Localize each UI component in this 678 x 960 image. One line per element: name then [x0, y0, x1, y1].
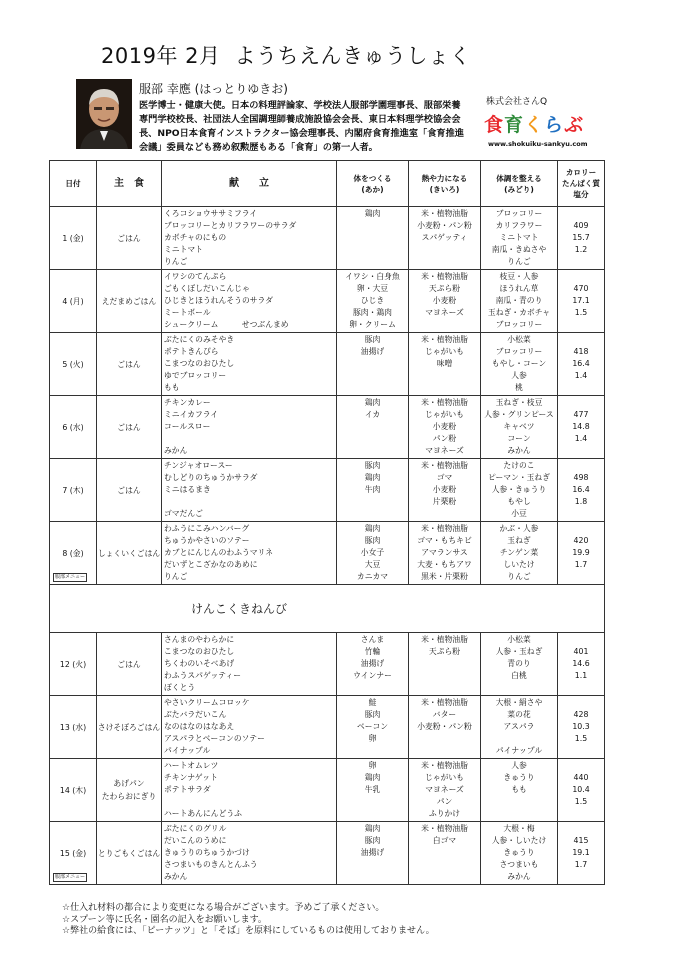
header-calorie: カロリー たんぱく質 塩分: [558, 161, 605, 207]
table-row: [50, 696, 605, 759]
green-group-cell: たけのこ ピーマン・玉ねぎ 人参・きゅうり もやし 小豆: [481, 459, 558, 522]
green-group-cell: 枝豆・人参 ほうれん草 南瓜・青のり 玉ねぎ・カボチャ ブロッコリー: [481, 270, 558, 333]
page-title: [101, 40, 471, 70]
date-cell: 7 (木): [50, 459, 97, 522]
menu-cell: ぶたにくのグリル だいこんのうめに きゅうりのちゅうかづけ さつまいものきんとんふう みかん: [162, 822, 337, 885]
staple-cell: ごはん: [97, 333, 162, 396]
date-cell: 14 (木): [50, 759, 97, 822]
company-name: 株式会社さんQ: [486, 97, 548, 107]
yellow-group-cell: 米・植物油脂 ゴマ 小麦粉 片栗粉: [409, 459, 481, 522]
hattori-menu-badge: 服部メニュー: [55, 874, 86, 880]
menu-cell: ぶたにくのみそやき ポテトきんぴら こまつなのおひたし ゆでブロッコリー もも: [162, 333, 337, 396]
chef-bio: 医学博士・健康大使。日本の料理評論家、学校法人服部学園理事長、服部栄養専門学校校長、社団法人全国調理師養成施設協会会長、東日本料理学校協会会長、NPO日本食育インストラクター協会理事長、内閣府食育推進室「食育推進会議」委員なども務め叙勲歴もある「食育」の第一人者。: [139, 100, 464, 153]
hattori-menu-badge: 服部メニュー: [55, 574, 86, 580]
menu-cell: チンジャオロースー むしどりのちゅうかサラダ ミニはるまき ゴマだんご: [162, 459, 337, 522]
nutrition-cell: 477 14.8 1.4: [558, 396, 605, 459]
green-group-cell: ブロッコリー カリフラワー ミニトマト 南瓜・きぬさや りんご: [481, 207, 558, 270]
date-cell: 6 (水): [50, 396, 97, 459]
nutrition-cell: 401 14.6 1.1: [558, 633, 605, 696]
red-group-cell: 卵 鶏肉 牛乳: [337, 759, 409, 822]
red-group-cell: 豚肉 油揚げ: [337, 333, 409, 396]
yellow-group-cell: 米・植物油脂 天ぷら粉: [409, 633, 481, 696]
nutrition-cell: 428 10.3 1.5: [558, 696, 605, 759]
red-group-cell: 鮭 豚肉 ベーコン 卵: [337, 696, 409, 759]
menu-cell: わふうにこみハンバーグ ちゅうかやさいのソテー カブとにんじんのわふうマリネ だいずとこざかなのあめに りんご: [162, 522, 337, 585]
yellow-group-cell: 米・植物油脂 バター 小麦粉・パン粉: [409, 696, 481, 759]
menu-table: [49, 160, 605, 885]
date-cell: 1 (金): [50, 207, 97, 270]
chef-photo: [76, 79, 132, 149]
holiday-row: [50, 585, 605, 633]
header-yellow: 熱や力になる (きいろ): [409, 161, 481, 207]
green-group-cell: 人参 きゅうり もも: [481, 759, 558, 822]
company-url: www.shokuiku-sankyu.com: [488, 140, 588, 148]
green-group-cell: 小松菜 人参・玉ねぎ 青のり 白桃: [481, 633, 558, 696]
menu-cell: チキンカレー ミニイカフライ コールスロー みかん: [162, 396, 337, 459]
red-group-cell: 鶏肉 豚肉 油揚げ: [337, 822, 409, 885]
red-group-cell: さんま 竹輪 油揚げ ウインナー: [337, 633, 409, 696]
table-row: [50, 459, 605, 522]
table-row: [50, 333, 605, 396]
header-menu: 献 立: [162, 161, 337, 207]
staple-cell: ごはん: [97, 459, 162, 522]
red-group-cell: 鶏肉: [337, 207, 409, 270]
staple-cell: ごはん: [97, 207, 162, 270]
company-logo: 食育くらぶ: [484, 114, 585, 136]
header-date: 日付: [50, 161, 97, 207]
red-group-cell: 鶏肉 イカ: [337, 396, 409, 459]
staple-cell: えだまめごはん: [97, 270, 162, 333]
green-group-cell: 玉ねぎ・枝豆 人参・グリンピース キャベツ コーン みかん: [481, 396, 558, 459]
staple-cell: しょくいくごはん: [97, 522, 162, 585]
table-row: [50, 759, 605, 822]
header-staple: 主 食: [97, 161, 162, 207]
date-cell: 12 (火): [50, 633, 97, 696]
table-row: [50, 207, 605, 270]
staple-cell: とりごもくごはん: [97, 822, 162, 885]
green-group-cell: 大根・絹さや 菜の花 アスパラ パイナップル: [481, 696, 558, 759]
nutrition-cell: 440 10.4 1.5: [558, 759, 605, 822]
green-group-cell: かぶ・人参 玉ねぎ チンゲン菜 しいたけ りんご: [481, 522, 558, 585]
table-header-row: [50, 161, 605, 207]
title-year-month: 2019年 2月: [101, 44, 221, 68]
footer-note: ☆弊社の給食には、「ピーナッツ」と「そば」を原料にしているものは使用しておりません。: [62, 926, 435, 936]
footer-note: ☆スプーン等に氏名・園名の記入をお願いします。: [62, 914, 267, 925]
yellow-group-cell: 米・植物油脂 天ぷら粉 小麦粉 マヨネーズ: [409, 270, 481, 333]
nutrition-cell: 415 19.1 1.7: [558, 822, 605, 885]
menu-cell: ハートオムレツ チキンナゲット ポテトサラダ ハートあんにんどうふ: [162, 759, 337, 822]
header-green: 体調を整える (みどり): [481, 161, 558, 207]
staple-cell: さけそぼろごはん: [97, 696, 162, 759]
table-row: [50, 522, 605, 585]
red-group-cell: 鶏肉 豚肉 小女子 大豆 カニカマ: [337, 522, 409, 585]
staple-cell: ごはん: [97, 633, 162, 696]
nutrition-cell: 498 16.4 1.8: [558, 459, 605, 522]
nutrition-cell: 418 16.4 1.4: [558, 333, 605, 396]
header-red: 体をつくる (あか): [337, 161, 409, 207]
table-row: [50, 270, 605, 333]
footer-note: ☆仕入れ材料の都合により変更になる場合がございます。予めご了承ください。: [62, 903, 385, 913]
menu-cell: やさいクリームコロッケ ぶたバラだいこん なのはなのはなあえ アスパラとベーコンのソテー パイナップル: [162, 696, 337, 759]
yellow-group-cell: 米・植物油脂 ゴマ・もちキビ アマランサス 大麦・もちアワ 黒米・片栗粉: [409, 522, 481, 585]
menu-cell: イワシのてんぷら ごもくぼしだいこんじゃ ひじきとほうれんそうのサラダ ミートボール シュークリーム せつぶんまめ: [162, 270, 337, 333]
table-row: [50, 396, 605, 459]
staple-cell: あげパン たわらおにぎり: [97, 759, 162, 822]
green-group-cell: 大根・梅 人参・しいたけ きゅうり さつまいも みかん: [481, 822, 558, 885]
nutrition-cell: 470 17.1 1.5: [558, 270, 605, 333]
date-cell: 4 (月): [50, 270, 97, 333]
title-heading: ようちえんきゅうしょく: [234, 44, 471, 68]
table-row: [50, 822, 605, 885]
footer-notes: [62, 903, 435, 938]
red-group-cell: 豚肉 鶏肉 牛肉: [337, 459, 409, 522]
date-cell: 5 (火): [50, 333, 97, 396]
menu-cell: さんまのやわらかに こまつなのおひたし ちくわのいそべあげ わふうスパゲッティー ぽくとう: [162, 633, 337, 696]
yellow-group-cell: 米・植物油脂 白ゴマ: [409, 822, 481, 885]
date-cell: 8 (金) 服部メニュー: [50, 522, 97, 585]
green-group-cell: 小松菜 ブロッコリー もやし・コーン 人参 桃: [481, 333, 558, 396]
menu-cell: くろコショウササミフライ ブロッコリーとカリフラワーのサラダ カボチャのにもの ミニトマト りんご: [162, 207, 337, 270]
yellow-group-cell: 米・植物油脂 小麦粉・パン粉 スパゲッティ: [409, 207, 481, 270]
chef-name: 服部 幸應 (はっとりゆきお): [139, 82, 288, 96]
table-row: [50, 633, 605, 696]
yellow-group-cell: 米・植物油脂 じゃがいも 味噌: [409, 333, 481, 396]
date-cell: 13 (水): [50, 696, 97, 759]
staple-cell: ごはん: [97, 396, 162, 459]
date-cell: 15 (金) 服部メニュー: [50, 822, 97, 885]
holiday-note: けんこくきねんび: [50, 585, 605, 633]
nutrition-cell: 409 15.7 1.2: [558, 207, 605, 270]
yellow-group-cell: 米・植物油脂 じゃがいも 小麦粉 パン粉 マヨネーズ: [409, 396, 481, 459]
red-group-cell: イワシ・白身魚 卵・大豆 ひじき 豚肉・鶏肉 卵・クリーム: [337, 270, 409, 333]
nutrition-cell: 420 19.9 1.7: [558, 522, 605, 585]
yellow-group-cell: 米・植物油脂 じゃがいも マヨネーズ パン ふりかけ: [409, 759, 481, 822]
